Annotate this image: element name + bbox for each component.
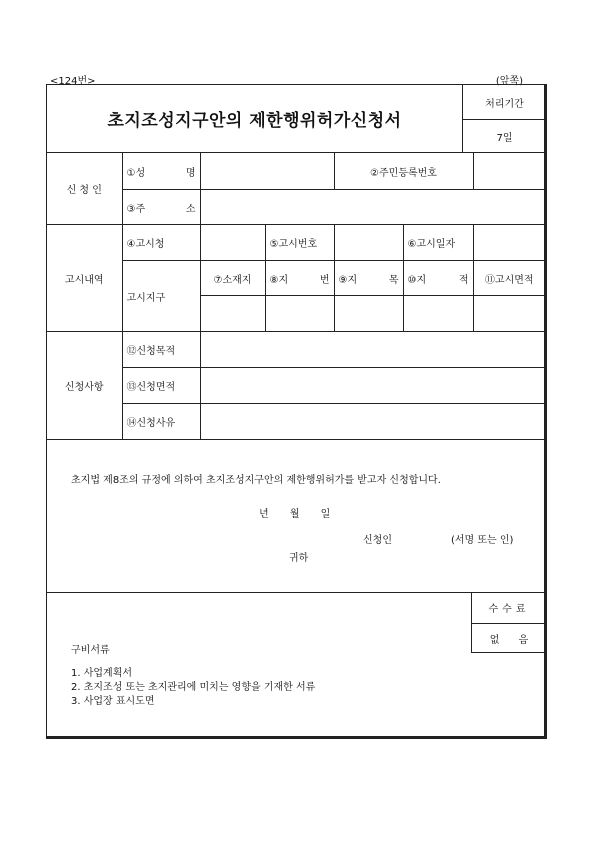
name-label-cell [122, 153, 200, 190]
declaration-block [47, 437, 545, 593]
list-item: 1. 사업계획서 [71, 668, 133, 679]
lot-number-label: ⑧지 [269, 274, 289, 286]
name-label: ①성 [126, 167, 146, 179]
title-block [47, 85, 545, 152]
applicant-section-label: 신 청 인 [47, 153, 122, 225]
lot-number-label-cell [265, 261, 334, 296]
location-label: ⑦소재지 [200, 261, 265, 296]
land-area-label: ⑩지 [407, 274, 427, 286]
lot-number-field[interactable] [265, 296, 334, 332]
notice-office-label: ④고시청 [122, 225, 200, 261]
application-table [47, 152, 545, 440]
name-label-end: 명 [185, 167, 196, 179]
notice-number-label: ⑤고시번호 [265, 225, 334, 261]
list-item: 2. 초지조성 또는 초지관리에 미치는 영향을 기재한 서류 [71, 682, 316, 693]
lot-number-label-end: 번 [319, 274, 330, 286]
land-category-label: ⑨지 [338, 274, 358, 286]
notice-date-field[interactable] [473, 225, 545, 261]
request-purpose-label: ⑫신청목적 [122, 332, 200, 368]
request-purpose-field[interactable] [200, 332, 545, 368]
form-number: <124번> [50, 76, 96, 87]
request-reason-field[interactable] [200, 404, 545, 440]
notice-area-label: ⑪고시면적 [473, 261, 545, 296]
land-area-field[interactable] [403, 296, 473, 332]
notice-district-label: 고시지구 [122, 261, 200, 332]
address-label: ③주 [126, 203, 146, 215]
processing-period-value: 7일 [496, 132, 513, 144]
fee-box [471, 592, 546, 653]
page-side-label: (앞쪽) [495, 76, 523, 87]
request-section-label: 신청사항 [47, 332, 122, 440]
address-label-cell [122, 190, 200, 225]
land-category-label-cell [334, 261, 403, 296]
address-label-end: 소 [185, 203, 196, 215]
rrn-label: ②주민등록번호 [334, 153, 473, 190]
applicant-signature-label: 신청인 [363, 535, 392, 546]
address-field[interactable] [200, 190, 545, 225]
required-documents-title: 구비서류 [71, 645, 110, 656]
request-area-field[interactable] [200, 368, 545, 404]
name-field[interactable] [200, 153, 334, 190]
form-frame [46, 84, 547, 739]
land-category-label-end: 목 [388, 274, 399, 286]
notice-number-field[interactable] [334, 225, 403, 261]
location-field[interactable] [200, 296, 265, 332]
rrn-field[interactable] [473, 153, 545, 190]
request-reason-label: ⑭신청사유 [122, 404, 200, 440]
documents-block [47, 592, 545, 737]
form-title: 초지조성지구안의 제한행위허가신청서 [107, 111, 402, 131]
land-area-label-end: 적 [458, 274, 469, 286]
fee-label: 수수료 [472, 592, 546, 624]
addressee-label: 귀하 [289, 553, 309, 564]
processing-period-box [462, 85, 546, 152]
processing-period-label: 처리기간 [463, 85, 546, 120]
declaration-date: 년 월 일 [259, 509, 331, 520]
land-category-field[interactable] [334, 296, 403, 332]
notice-office-field[interactable] [200, 225, 265, 261]
list-item: 3. 사업장 표시도면 [71, 696, 155, 707]
request-area-label: ⑬신청면적 [122, 368, 200, 404]
notice-date-label: ⑥고시일자 [403, 225, 473, 261]
signature-or-seal-label: (서명 또는 인) [451, 535, 514, 546]
declaration-text: 초지법 제8조의 규정에 의하여 초지조성지구안의 제한행위허가를 받고자 신청합니다. [71, 475, 441, 486]
notice-area-field[interactable] [473, 296, 545, 332]
fee-value: 없 음 [489, 634, 529, 646]
land-area-label-cell [403, 261, 473, 296]
required-documents-list [71, 667, 315, 709]
notice-section-label: 고시내역 [47, 225, 122, 332]
